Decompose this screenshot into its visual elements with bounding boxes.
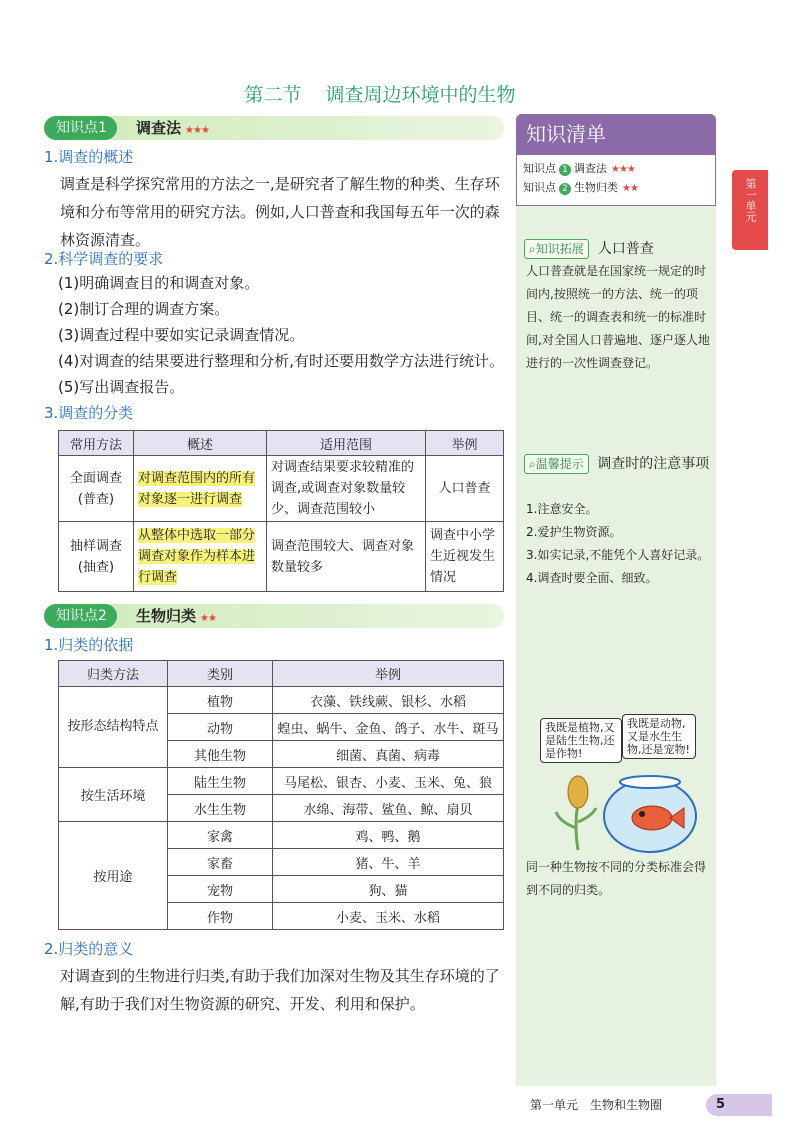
item-name: 生物归类 (574, 181, 618, 194)
table-header: 类别 (168, 661, 273, 687)
heading-survey-requirements: 2.科学调查的要求 (44, 250, 164, 268)
table-cell: 按用途 (59, 822, 168, 930)
knowledge-point-2-bar (44, 604, 504, 628)
list-item: (3)调查过程中要如实记录调查情况。 (58, 326, 305, 344)
list-item: 2.爱护生物资源。 (526, 525, 622, 539)
table-cell: 马尾松、银杏、小麦、玉米、兔、狼 (273, 768, 504, 795)
table-header: 归类方法 (59, 661, 168, 687)
table-row (59, 522, 504, 592)
expand-tag (524, 239, 589, 259)
kp2-title-text: 生物归类 (136, 607, 197, 625)
table-header: 举例 (273, 661, 504, 687)
knowledge-point-1-title (136, 116, 209, 143)
list-item: 4.调查时要全面、细致。 (526, 571, 658, 585)
table-header: 适用范围 (267, 431, 426, 456)
unit-tab-label: 第一单元 (744, 178, 757, 222)
list-item: (4)对调查的结果要进行整理和分析,有时还要用数学方法进行统计。 (58, 352, 505, 370)
highlighted-text: 对调查范围内的所有对象逐一进行调查 (138, 470, 256, 507)
cartoon-illustration (530, 764, 710, 854)
star-rating: ★★★ (185, 125, 209, 136)
table-cell: 人口普查 (426, 456, 504, 522)
table-cell: 水生生物 (168, 795, 273, 822)
table-row (59, 822, 504, 849)
table-cell: 猪、牛、羊 (273, 849, 504, 876)
expand-tag-text: 知识拓展 (535, 242, 584, 256)
table-row (59, 456, 504, 522)
table-cell: 鸡、鸭、鹅 (273, 822, 504, 849)
knowledge-point-1-bar (44, 116, 504, 140)
list-item (523, 160, 709, 179)
number-badge: 2 (559, 183, 571, 195)
knowledge-list-title: 知识清单 (526, 122, 606, 146)
knowledge-list (516, 154, 716, 206)
table-cell: 宠物 (168, 876, 273, 903)
kp1-title-text: 调查法 (136, 119, 182, 137)
expand-icon: ⌕ (529, 242, 536, 256)
table-cell: 调查范围较大、调查对象数量较多 (267, 522, 426, 592)
knowledge-list-items (517, 155, 715, 203)
list-item: (1)明确调查目的和调查对象。 (58, 274, 260, 292)
heading-survey-overview: 1.调查的概述 (44, 148, 134, 166)
wheat-plant-icon (556, 776, 596, 850)
table-header: 常用方法 (59, 431, 134, 456)
tip-heading (524, 452, 710, 476)
list-item: 1.注意安全。 (526, 502, 598, 516)
paragraph-classification-meaning: 对调查到的生物进行归类,有助于我们加深对生物及其生存环境的了解,有助于我们对生物资源的研究、开发、利用和保护。 (60, 967, 500, 1013)
page-title (0, 80, 760, 107)
table-header: 举例 (426, 431, 504, 456)
fish-speech-bubble: 我既是动物,又是水生生物,还是宠物! (622, 714, 696, 759)
table-cell (134, 522, 267, 592)
table-cell: 全面调查(普查) (59, 456, 134, 522)
page-number: 5 (706, 1094, 772, 1116)
classification-table (58, 660, 504, 930)
expand-heading (524, 238, 654, 259)
paragraph-survey-overview: 调查是科学探究常用的方法之一,是研究者了解生物的种类、生存环境和分布等常用的研究方法。例如,人口普查和我国每五年一次的森林资源清查。 (60, 175, 500, 249)
table-cell: 调查中小学生近视发生情况 (426, 522, 504, 592)
heading-classification-meaning: 2.归类的意义 (44, 940, 134, 958)
table-cell: 其他生物 (168, 741, 273, 768)
star-rating: ★★ (200, 613, 216, 624)
tips-list (526, 498, 710, 590)
list-item: (5)写出调查报告。 (58, 378, 185, 396)
star-rating: ★★ (622, 183, 638, 194)
requirements-list (58, 270, 518, 400)
table-cell: 细菌、真菌、病毒 (273, 741, 504, 768)
plant-speech-bubble: 我既是植物,又是陆生生物,还是作物! (540, 718, 622, 763)
table-cell: 抽样调查(抽查) (59, 522, 134, 592)
table-row (59, 687, 504, 714)
list-item: 3.如实记录,不能凭个人喜好记录。 (526, 548, 710, 562)
expand-text: 人口普查就是在国家统一规定的时间内,按照统一的方法、统一的项目、统一的调查表和统一的标准时间,对全国人口普遍地、逐户逐人地进行的一次性调查登记。 (526, 264, 710, 370)
table-cell (134, 456, 267, 522)
survey-types-table (58, 430, 504, 592)
fishbowl-icon (604, 776, 696, 852)
tip-title: 调查时的注意事项 (597, 456, 710, 472)
item-label: 知识点 (523, 181, 556, 194)
knowledge-list-header (516, 114, 716, 158)
table-cell: 衣藻、铁线蕨、银杉、水稻 (273, 687, 504, 714)
table-cell: 动物 (168, 714, 273, 741)
star-rating: ★★★ (611, 164, 635, 175)
table-cell: 家禽 (168, 822, 273, 849)
list-item: (2)制订合理的调查方案。 (58, 300, 230, 318)
table-cell: 作物 (168, 903, 273, 930)
table-cell: 对调查结果要求较精准的调查,或调查对象数量较少、调查范围较小 (267, 456, 426, 522)
heading-classification-basis: 1.归类的依据 (44, 636, 134, 654)
table-cell: 水绵、海带、鲨鱼、鲸、扇贝 (273, 795, 504, 822)
table-cell: 按生活环境 (59, 768, 168, 822)
table-cell: 小麦、玉米、水稻 (273, 903, 504, 930)
expand-title: 人口普查 (597, 241, 654, 257)
footer-unit-title: 第一单元 生物和生物圈 (530, 1098, 663, 1112)
list-item (523, 179, 709, 198)
tip-icon: ⌕ (529, 457, 536, 471)
table-cell: 家畜 (168, 849, 273, 876)
table-header: 概述 (134, 431, 267, 456)
number-badge: 1 (559, 164, 571, 176)
section-number: 第二节 (244, 84, 302, 106)
table-cell: 植物 (168, 687, 273, 714)
table-cell: 陆生生物 (168, 768, 273, 795)
knowledge-point-2-tag: 知识点2 (44, 604, 117, 628)
cartoon-caption: 同一种生物按不同的分类标准会得到不同的归类。 (526, 860, 707, 897)
tip-tag (524, 454, 589, 474)
table-row (59, 768, 504, 795)
heading-survey-types: 3.调查的分类 (44, 404, 134, 422)
section-name: 调查周边环境中的生物 (325, 84, 516, 106)
tip-tag-text: 温馨提示 (535, 457, 584, 471)
knowledge-point-2-title (136, 604, 216, 631)
item-label: 知识点 (523, 162, 556, 175)
item-name: 调查法 (574, 162, 607, 175)
knowledge-point-1-tag: 知识点1 (44, 116, 117, 140)
highlighted-text: 从整体中选取一部分调查对象作为样本进行调查 (138, 528, 256, 585)
table-cell: 按形态结构特点 (59, 687, 168, 768)
unit-tab[interactable] (732, 170, 768, 250)
table-cell: 蝗虫、蜗牛、金鱼、鸽子、水牛、斑马 (273, 714, 504, 741)
table-cell: 狗、猫 (273, 876, 504, 903)
